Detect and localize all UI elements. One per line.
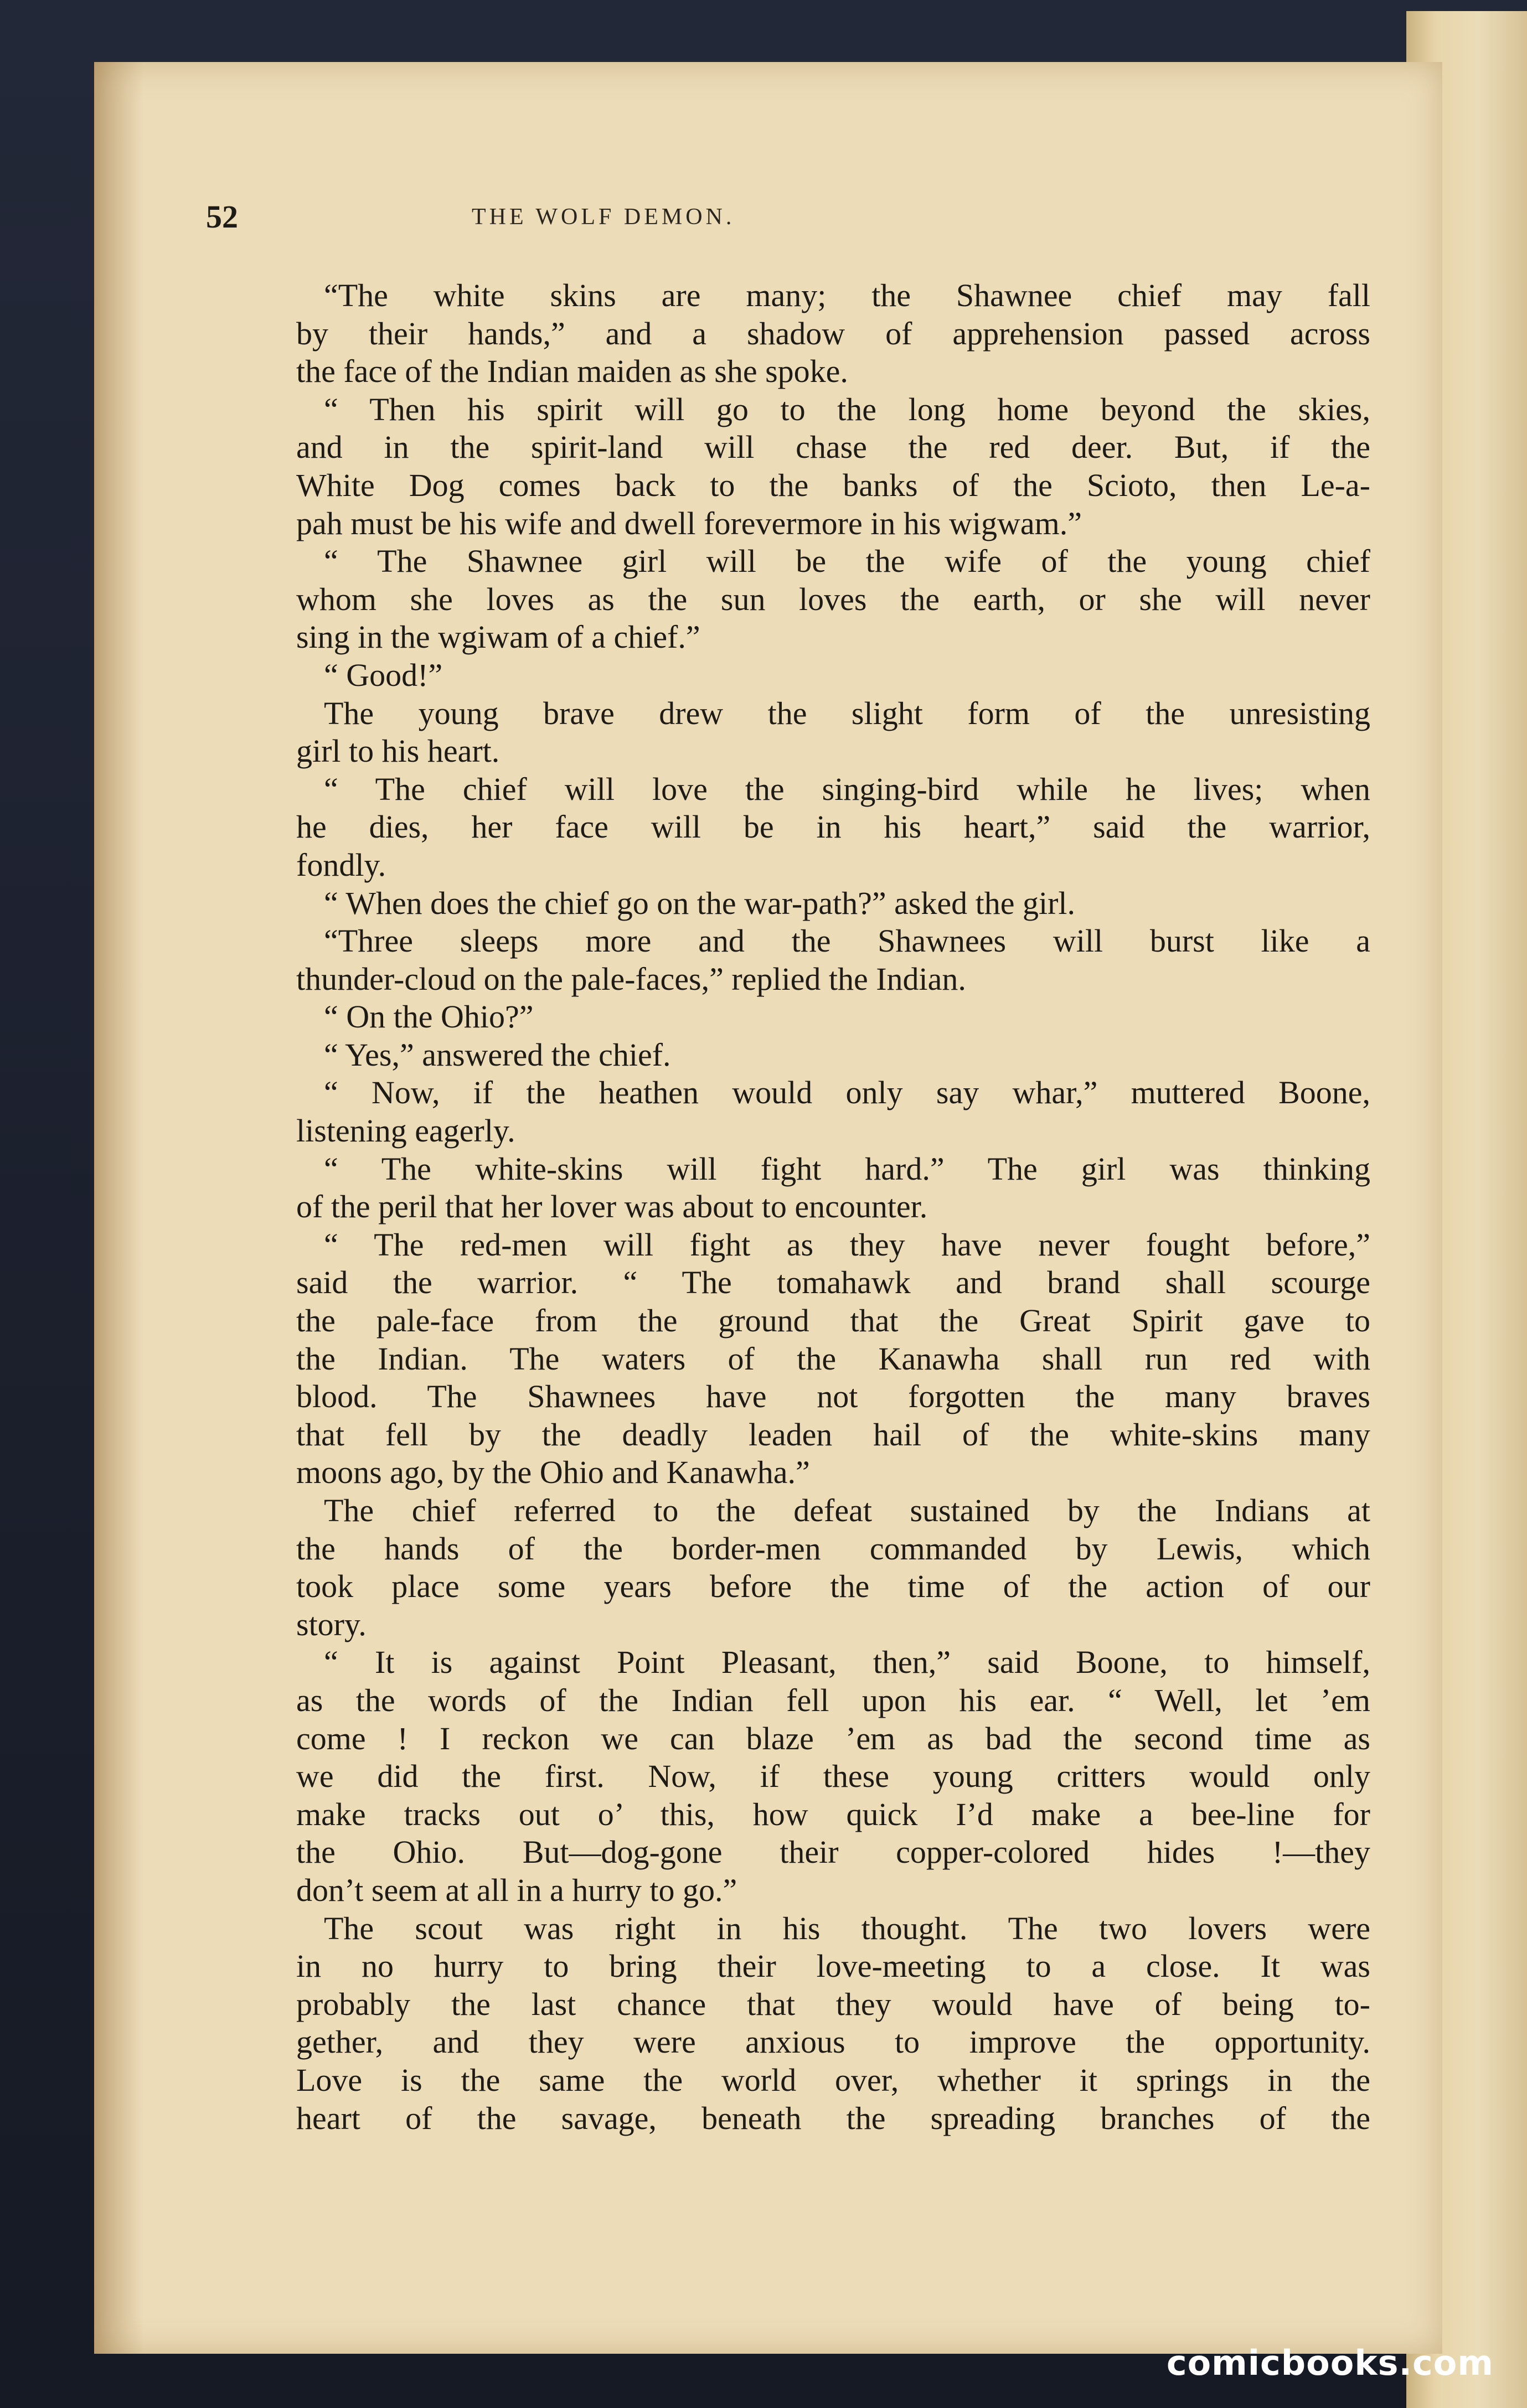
- text-line: “Three sleeps more and the Shawnees will burst like a: [324, 923, 1370, 959]
- text-line: “ The Shawnee girl will be the wife of the young chief: [324, 543, 1370, 580]
- text-line: The scout was right in his thought. The two lovers were: [324, 1910, 1370, 1946]
- text-line: “ Now, if the heathen would only say whar,” muttered Boone,: [324, 1074, 1370, 1111]
- text-line: “ Good!”: [324, 657, 443, 693]
- text-line: don’t seem at all in a hurry to go.”: [296, 1872, 737, 1908]
- text-line: “ Then his spirit will go to the long home beyond the skies,: [324, 391, 1370, 427]
- text-line: “ When does the chief go on the war-path?” asked the girl.: [324, 885, 1076, 921]
- text-line: probably the last chance that they would have of being to-: [296, 1986, 1370, 2022]
- text-line: that fell by the deadly leaden hail of the white-skins many: [296, 1416, 1370, 1453]
- text-line: The young brave drew the slight form of the unresisting: [324, 695, 1370, 731]
- text-line: The chief referred to the defeat sustained by the Indians at: [324, 1492, 1370, 1528]
- text-line: as the words of the Indian fell upon his ear. “ Well, let ’em: [296, 1682, 1370, 1718]
- text-line: pah must be his wife and dwell forevermore in his wigwam.”: [296, 505, 1082, 541]
- text-line: of the peril that her lover was about to encounter.: [296, 1189, 928, 1225]
- text-line: “The white skins are many; the Shawnee chief may fall: [324, 277, 1370, 313]
- text-line: “ The red-men will fight as they have never fought before,”: [324, 1226, 1370, 1263]
- text-line: the Ohio. But—dog-gone their copper-colored hides !—they: [296, 1834, 1370, 1870]
- text-line: and in the spirit-land will chase the red deer. But, if the: [296, 429, 1370, 466]
- text-line: girl to his heart.: [296, 733, 500, 769]
- text-line: by their hands,” and a shadow of apprehension passed across: [296, 315, 1370, 352]
- text-line: the Indian. The waters of the Kanawha shall run red with: [296, 1340, 1370, 1377]
- text-line: “ On the Ohio?”: [324, 999, 534, 1035]
- text-line: the hands of the border-men commanded by Lewis, which: [296, 1530, 1370, 1567]
- text-line: took place some years before the time of the action of our: [296, 1568, 1370, 1605]
- text-line: “ The chief will love the singing-bird while he lives; when: [324, 771, 1370, 807]
- body-text: [296, 277, 1370, 2136]
- text-line: whom she loves as the sun loves the earth, or she will never: [296, 581, 1370, 617]
- text-line: moons ago, by the Ohio and Kanawha.”: [296, 1454, 810, 1491]
- text-line: blood. The Shawnees have not forgotten the many braves: [296, 1378, 1370, 1415]
- text-line: the pale-face from the ground that the Great Spirit gave to: [296, 1303, 1370, 1339]
- page-header: [206, 198, 1374, 248]
- text-line: come ! I reckon we can blaze ’em as bad the second time as: [296, 1720, 1370, 1756]
- text-line: “ Yes,” answered the chief.: [324, 1036, 671, 1073]
- text-line: we did the first. Now, if these young critters would only: [296, 1758, 1370, 1795]
- text-line: “ The white-skins will fight hard.” The girl was thinking: [324, 1150, 1370, 1187]
- page-gutter-shadow: [94, 62, 144, 2354]
- text-line: sing in the wgiwam of a chief.”: [296, 619, 700, 655]
- text-line: White Dog comes back to the banks of the Scioto, then Le-a-: [296, 467, 1370, 503]
- text-line: make tracks out o’ this, how quick I’d make a bee-line for: [296, 1796, 1370, 1832]
- text-line: Love is the same the world over, whether it springs in the: [296, 2061, 1370, 2098]
- text-line: thunder-cloud on the pale-faces,” replied the Indian.: [296, 960, 966, 997]
- text-line: heart of the savage, beneath the spreading branches of the: [296, 2100, 1370, 2136]
- text-line: he dies, her face will be in his heart,” said the warrior,: [296, 809, 1370, 845]
- text-line: in no hurry to bring their love-meeting to a close. It was: [296, 1948, 1370, 1985]
- text-line: listening eagerly.: [296, 1113, 515, 1149]
- text-line: said the warrior. “ The tomahawk and brand shall scourge: [296, 1264, 1370, 1301]
- site-watermark: comicbooks.com: [1166, 2343, 1494, 2383]
- page-number: 52: [206, 199, 238, 235]
- text-line: gether, and they were anxious to improve the opportunity.: [296, 2024, 1370, 2060]
- text-line: story.: [296, 1606, 367, 1642]
- text-line: fondly.: [296, 846, 386, 883]
- text-line: the face of the Indian maiden as she spoke.: [296, 353, 848, 390]
- running-head: THE WOLF DEMON.: [472, 204, 735, 230]
- text-line: “ It is against Point Pleasant, then,” said Boone, to himself,: [324, 1644, 1370, 1681]
